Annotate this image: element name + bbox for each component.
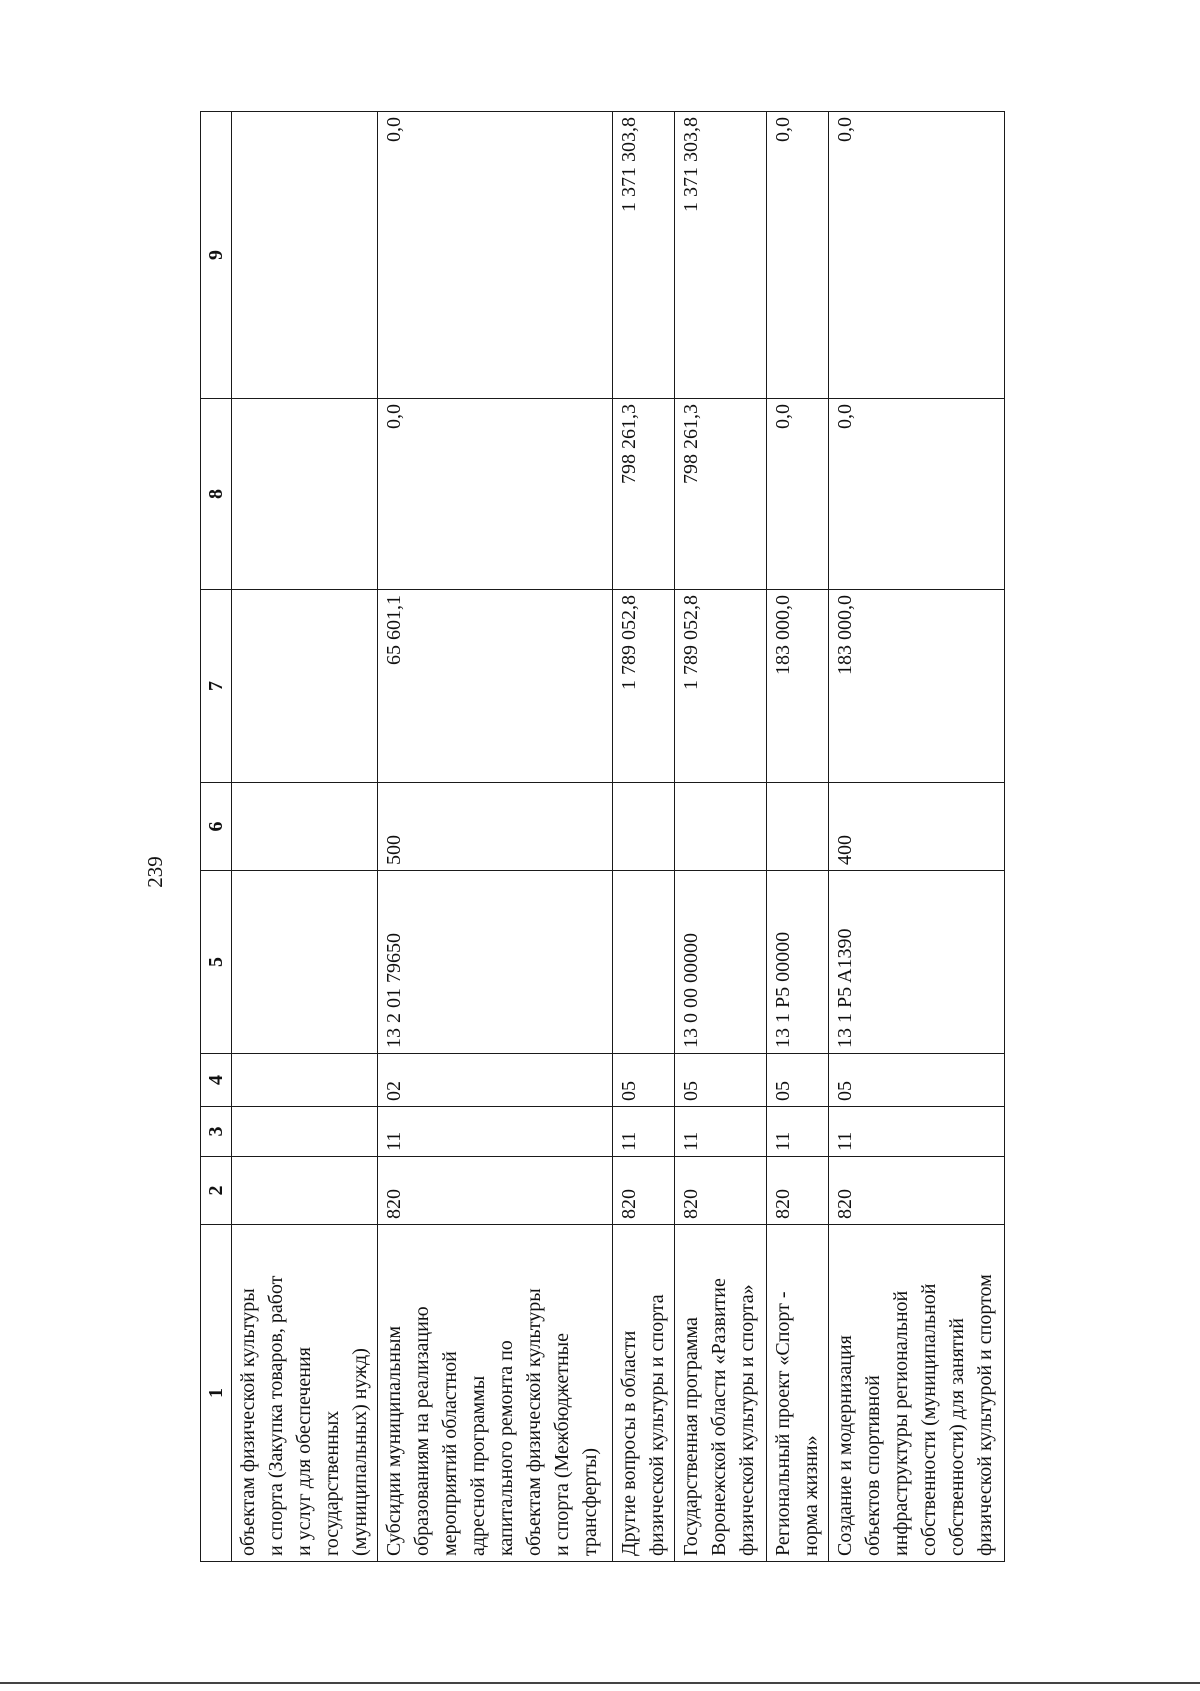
row-name-cell: Государственная программа Воронежской области «Развитие физической культуры и спорта» [675, 1225, 767, 1562]
row-name-cell: Региональный проект «Спорт - норма жизни» [767, 1225, 829, 1562]
row-grbs-cell: 820 [767, 1157, 829, 1225]
row-target-article-cell: 13 0 00 00000 [675, 871, 767, 1054]
row-section-cell: 11 [829, 1107, 1005, 1157]
row-sum-col9-cell: 0,0 [378, 112, 613, 399]
table-row [378, 112, 613, 1562]
row-subsection-cell: 02 [378, 1054, 613, 1107]
row-grbs-cell: 820 [829, 1157, 1005, 1225]
budget-table [200, 111, 1005, 1562]
table-row [613, 112, 675, 1562]
row-name-cell: Создание и модернизация объектов спортивной инфраструктуры региональной собственности (муниципальной собственности) для занятий физической культурой и спортом [829, 1225, 1005, 1562]
row-expense-type-cell: 500 [378, 783, 613, 871]
row-section-cell: 11 [675, 1107, 767, 1157]
row-sum-col7-cell: 183 000,0 [829, 590, 1005, 783]
header-col-5: 5 [201, 871, 232, 1054]
row-sum-col9-cell: 1 371 303,8 [675, 112, 767, 399]
row-sum-col7-cell: 1 789 052,8 [675, 590, 767, 783]
row-section-cell: 11 [613, 1107, 675, 1157]
row-sum-col8-cell [232, 399, 378, 590]
header-col-2: 2 [201, 1157, 232, 1225]
row-expense-type-cell [675, 783, 767, 871]
header-col-8: 8 [201, 399, 232, 590]
row-sum-col8-cell: 798 261,3 [675, 399, 767, 590]
row-name-cell: Другие вопросы в области физической культуры и спорта [613, 1225, 675, 1562]
table-row [232, 112, 378, 1562]
row-target-article-cell [232, 871, 378, 1054]
row-sum-col8-cell: 0,0 [378, 399, 613, 590]
row-expense-type-cell [767, 783, 829, 871]
row-name-cell: Субсидии муниципальным образованиям на реализацию мероприятий областной адресной программы капитального ремонта по объектам физической культуры и спорта (Межбюджетные трансферты) [378, 1225, 613, 1562]
budget-table-rotated [200, 112, 1063, 1562]
row-subsection-cell: 05 [829, 1054, 1005, 1107]
row-grbs-cell: 820 [613, 1157, 675, 1225]
row-section-cell [232, 1107, 378, 1157]
row-grbs-cell: 820 [675, 1157, 767, 1225]
row-subsection-cell: 05 [767, 1054, 829, 1107]
row-target-article-cell: 13 2 01 79650 [378, 871, 613, 1054]
row-grbs-cell: 820 [378, 1157, 613, 1225]
table-row [767, 112, 829, 1562]
table-row [675, 112, 767, 1562]
row-section-cell: 11 [767, 1107, 829, 1157]
row-sum-col9-cell: 0,0 [767, 112, 829, 399]
table-row [829, 112, 1005, 1562]
table-header-row [201, 112, 232, 1562]
scan-edge-line [0, 1682, 1200, 1684]
header-col-9: 9 [201, 112, 232, 399]
row-subsection-cell: 05 [613, 1054, 675, 1107]
row-name-cell: объектам физической культуры и спорта (Закупка товаров, работ и услуг для обеспечения государственных (муниципальных) нужд) [232, 1225, 378, 1562]
row-expense-type-cell: 400 [829, 783, 1005, 871]
row-sum-col9-cell: 1 371 303,8 [613, 112, 675, 399]
row-sum-col7-cell: 1 789 052,8 [613, 590, 675, 783]
row-sum-col9-cell [232, 112, 378, 399]
row-sum-col8-cell: 798 261,3 [613, 399, 675, 590]
header-col-7: 7 [201, 590, 232, 783]
row-expense-type-cell [232, 783, 378, 871]
page-number: 239 [143, 856, 167, 888]
row-sum-col7-cell: 65 601,1 [378, 590, 613, 783]
header-col-4: 4 [201, 1054, 232, 1107]
row-target-article-cell [613, 871, 675, 1054]
header-col-6: 6 [201, 783, 232, 871]
row-grbs-cell [232, 1157, 378, 1225]
row-target-article-cell: 13 1 P5 00000 [767, 871, 829, 1054]
row-section-cell: 11 [378, 1107, 613, 1157]
header-col-3: 3 [201, 1107, 232, 1157]
row-sum-col7-cell: 183 000,0 [767, 590, 829, 783]
row-sum-col8-cell: 0,0 [767, 399, 829, 590]
row-sum-col8-cell: 0,0 [829, 399, 1005, 590]
row-subsection-cell [232, 1054, 378, 1107]
row-sum-col9-cell: 0,0 [829, 112, 1005, 399]
row-sum-col7-cell [232, 590, 378, 783]
row-subsection-cell: 05 [675, 1054, 767, 1107]
row-expense-type-cell [613, 783, 675, 871]
header-col-1: 1 [201, 1225, 232, 1562]
row-target-article-cell: 13 1 P5 A1390 [829, 871, 1005, 1054]
